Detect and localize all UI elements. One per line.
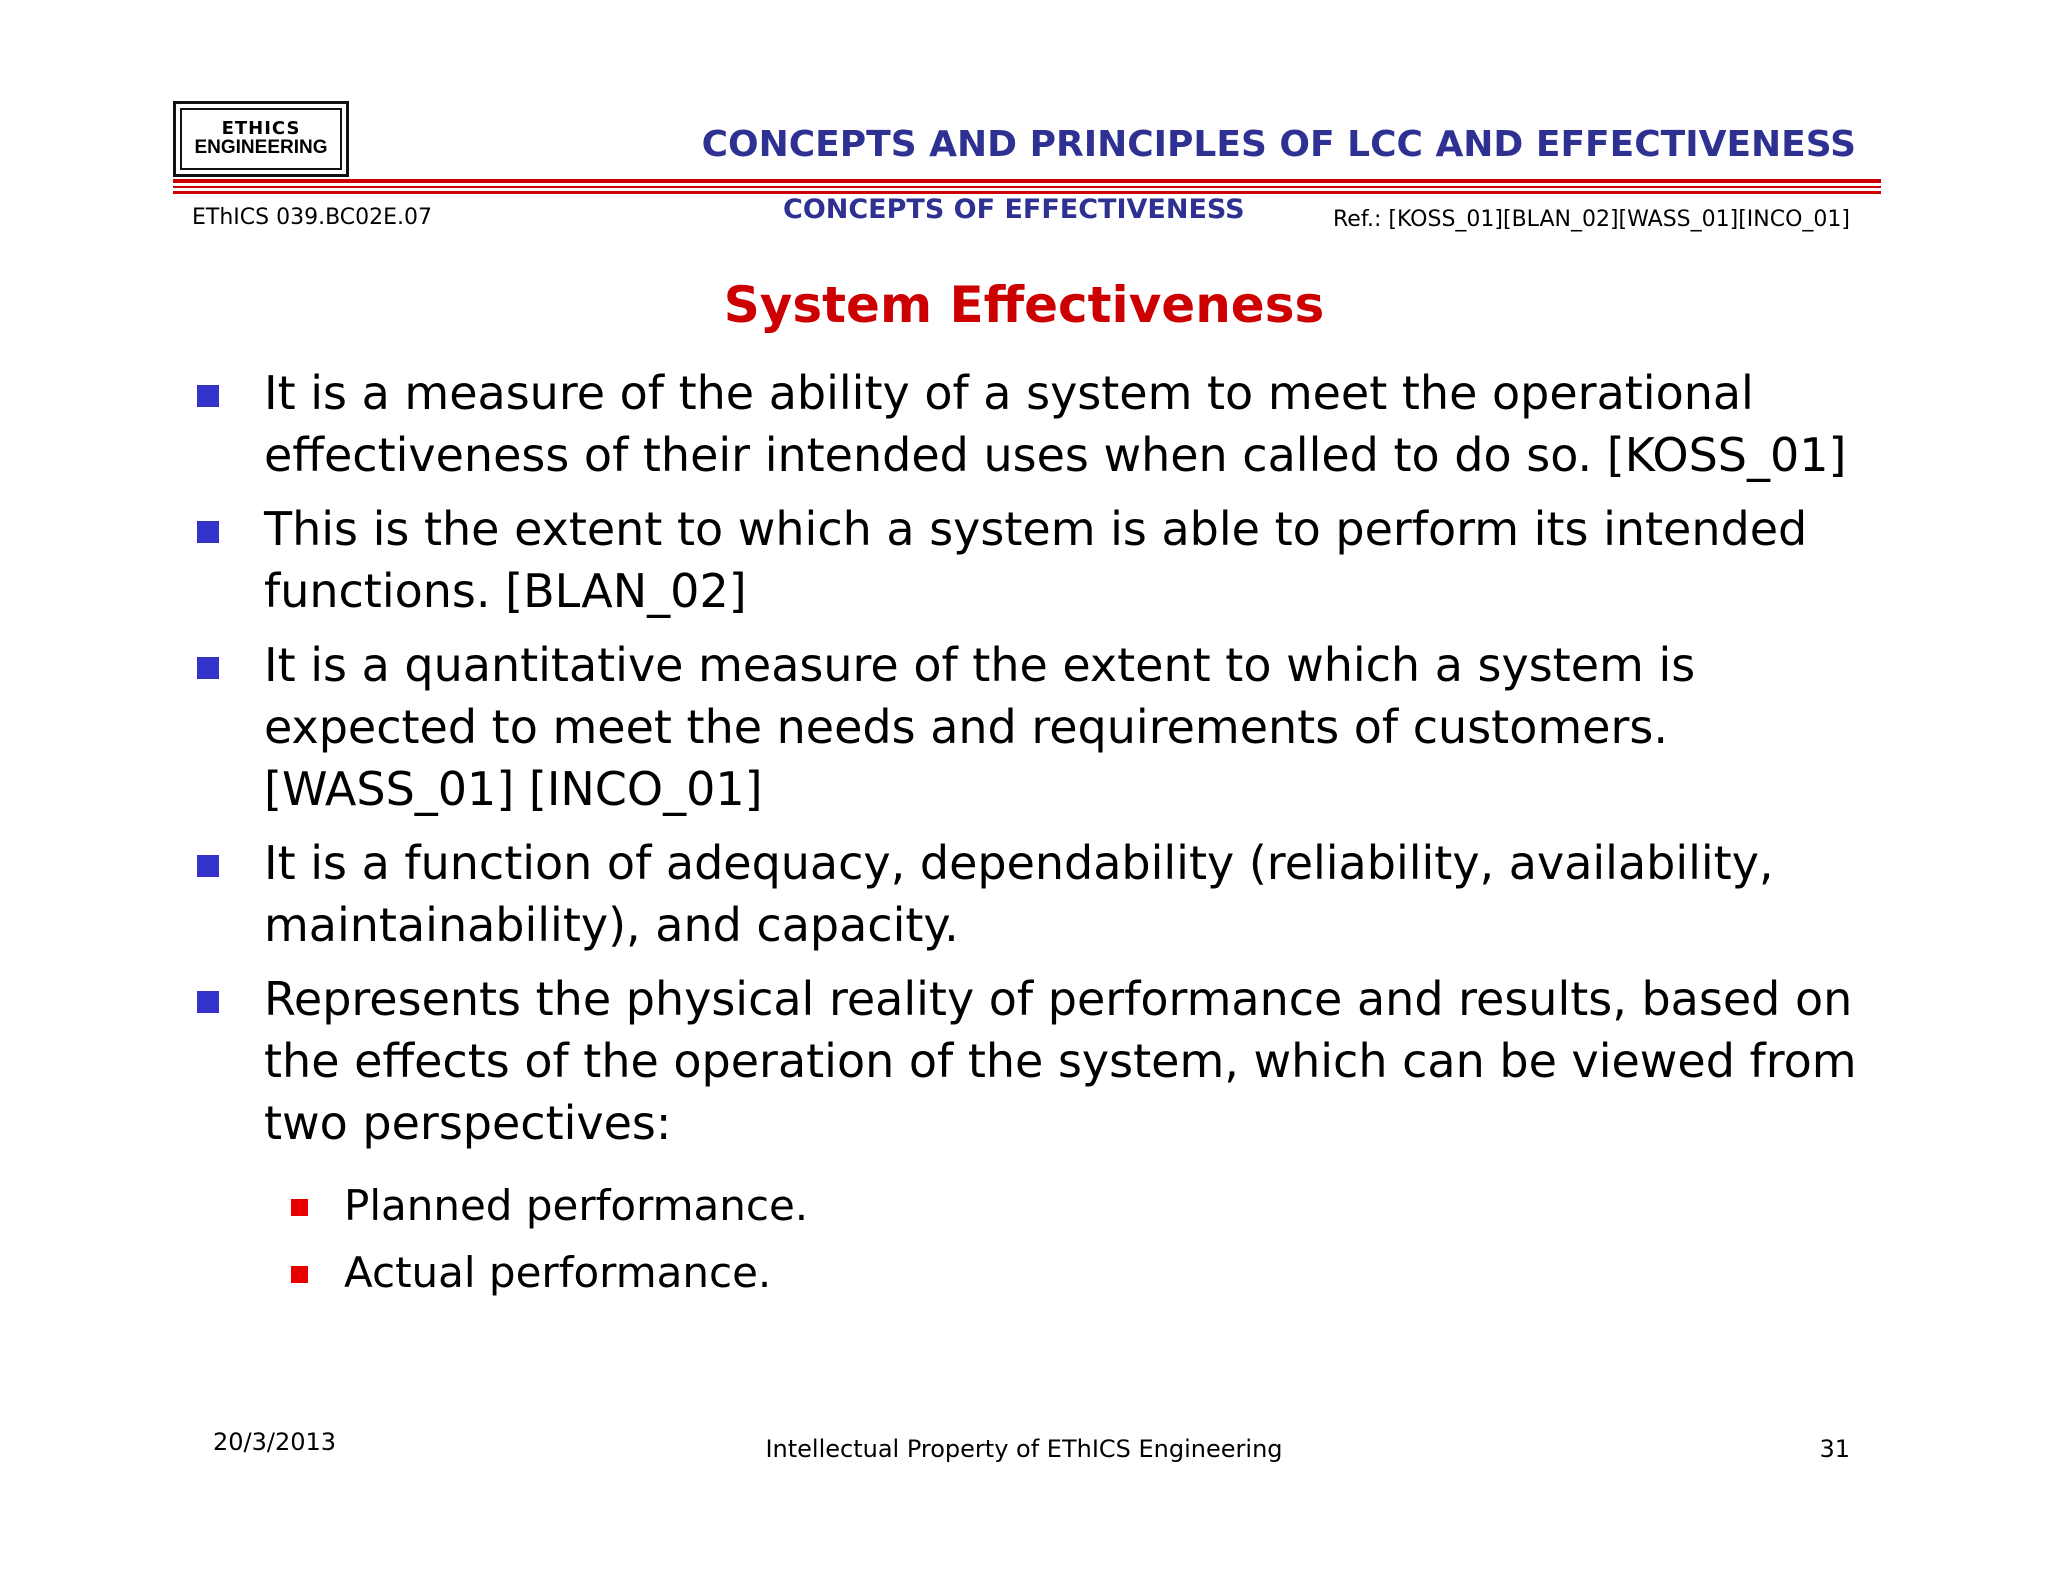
square-bullet-icon [197,385,219,407]
footer-date: 20/3/2013 [213,1428,337,1456]
bullet-text: It is a quantitative measure of the extent to which a system is expected to meet the needs and requirements of customers. [WASS_01] [INCO_01] [264,638,1696,816]
bullet-text: This is the extent to which a system is able to perform its intended functions. [BLAN_02] [264,502,1808,618]
square-bullet-icon [197,991,219,1013]
sub-bullet-text: Planned performance. [344,1181,809,1230]
bullet-item [196,832,1886,956]
slide-title: System Effectiveness [723,276,1325,334]
bullet-item [196,498,1886,622]
sub-bullet-text: Actual performance. [344,1248,772,1297]
square-bullet-icon [197,521,219,543]
bullet-list [196,362,1886,1166]
bullet-item [196,968,1886,1154]
header-divider-line [173,186,1881,188]
square-bullet-icon [197,855,219,877]
logo-text-bottom: ENGINEERING [194,137,328,159]
document-code: EThICS 039.BC02E.07 [192,205,433,230]
company-logo [173,101,349,177]
section-subtitle: CONCEPTS OF EFFECTIVENESS [783,194,1245,225]
sub-bullet-item [288,1239,808,1306]
square-bullet-icon [291,1199,308,1216]
header-divider-line [173,179,1881,183]
page-number: 31 [1819,1435,1850,1463]
sub-bullet-item [288,1172,808,1239]
bullet-item [196,634,1886,820]
references: Ref.: [KOSS_01][BLAN_02][WASS_01][INCO_01] [1333,207,1850,232]
square-bullet-icon [197,657,219,679]
logo-frame [180,108,342,170]
footer-copyright: Intellectual Property of EThICS Engineering [765,1435,1283,1463]
sub-bullet-list [288,1172,808,1306]
bullet-text: Represents the physical reality of performance and results, based on the effects of the operation of the system, which can be viewed from two perspectives: [264,972,1857,1150]
bullet-text: It is a measure of the ability of a system to meet the operational effectiveness of their intended uses when called to do so. [KOSS_01] [264,366,1847,482]
square-bullet-icon [291,1266,308,1283]
bullet-text: It is a function of adequacy, dependability (reliability, availability, maintainability), and capacity. [264,836,1774,952]
logo-text-top: ETHICS [221,117,301,139]
bullet-item [196,362,1886,486]
main-title: CONCEPTS AND PRINCIPLES OF LCC AND EFFECTIVENESS [701,124,1856,165]
